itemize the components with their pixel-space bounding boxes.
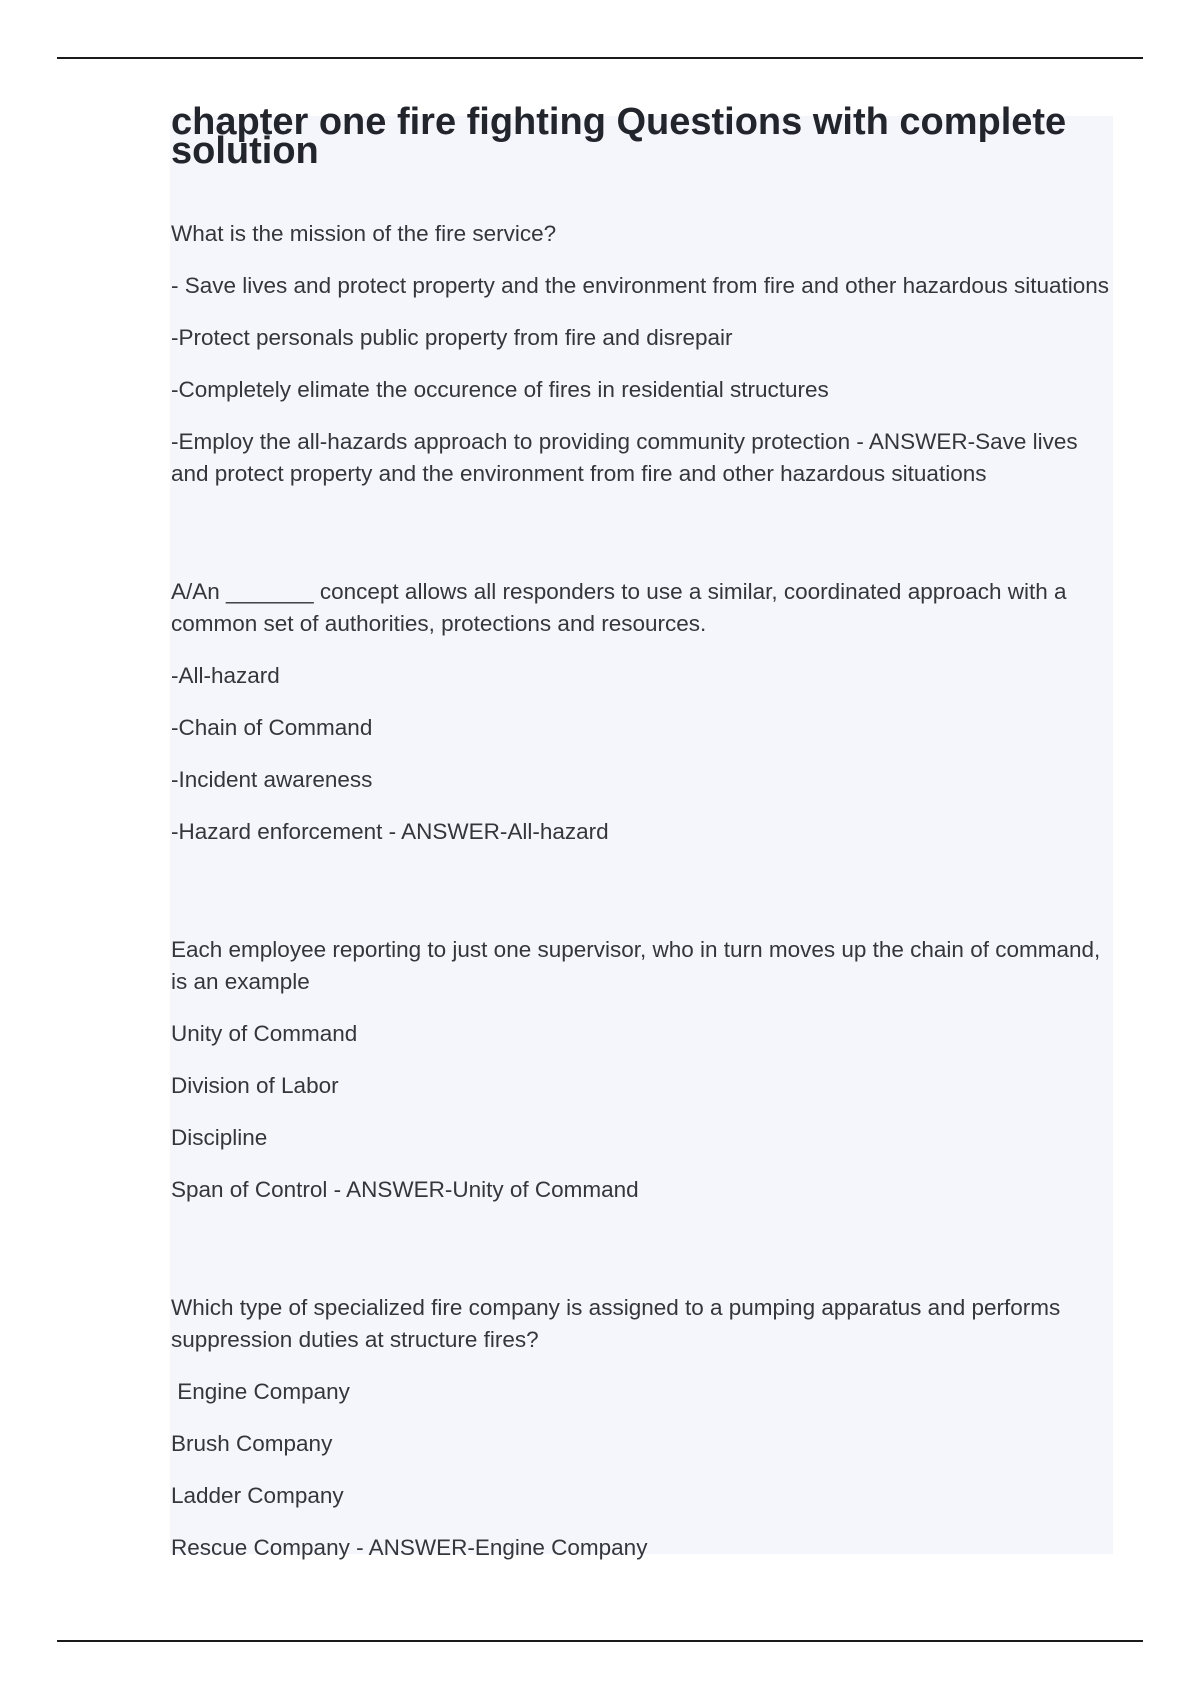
question-2-option-1: -All-hazard [171, 663, 280, 688]
question-3-option-4-answer: Span of Control - ANSWER-Unity of Command [171, 1177, 639, 1202]
question-2-text: A/An _______ concept allows all responders to use a similar, coordinated approach with a common set of authorities, protections and resources. [171, 579, 1067, 636]
question-1-option-1: - Save lives and protect property and the environment from fire and other hazardous situations [171, 273, 1110, 298]
question-3-option-1: Unity of Command [171, 1021, 358, 1046]
question-3-option-2: Division of Labor [171, 1073, 339, 1098]
question-4-option-4-answer: Rescue Company - ANSWER-Engine Company [171, 1535, 648, 1560]
question-block-2 [171, 576, 1111, 848]
bottom-rule [57, 1640, 1143, 1642]
question-2-option-3: -Incident awareness [171, 767, 373, 792]
question-block-1 [171, 218, 1111, 490]
question-1-option-4-answer: -Employ the all-hazards approach to providing community protection - ANSWER-Save lives and protect property and the environment from fire and other hazardous situations [171, 429, 1078, 486]
question-1-text: What is the mission of the fire service? [171, 221, 557, 246]
question-4-text: Which type of specialized fire company is assigned to a pumping apparatus and performs suppression duties at structure fires? [171, 1295, 1061, 1352]
question-2-option-2: -Chain of Command [171, 715, 373, 740]
document-body [171, 100, 1111, 1584]
question-3-text: Each employee reporting to just one supervisor, who in turn moves up the chain of command, is an example [171, 937, 1101, 994]
question-3-option-3: Discipline [171, 1125, 268, 1150]
document-title: chapter one fire fighting Questions with complete solution [171, 101, 1067, 172]
question-4-option-1: Engine Company [171, 1379, 350, 1404]
question-block-4 [171, 1292, 1111, 1564]
top-rule [57, 57, 1143, 59]
question-block-3 [171, 934, 1111, 1206]
question-1-option-3: -Completely elimate the occurence of fires in residential structures [171, 377, 829, 402]
question-2-option-4-answer: -Hazard enforcement - ANSWER-All-hazard [171, 819, 609, 844]
question-4-option-3: Ladder Company [171, 1483, 344, 1508]
question-4-option-2: Brush Company [171, 1431, 333, 1456]
question-1-option-2: -Protect personals public property from fire and disrepair [171, 325, 733, 350]
